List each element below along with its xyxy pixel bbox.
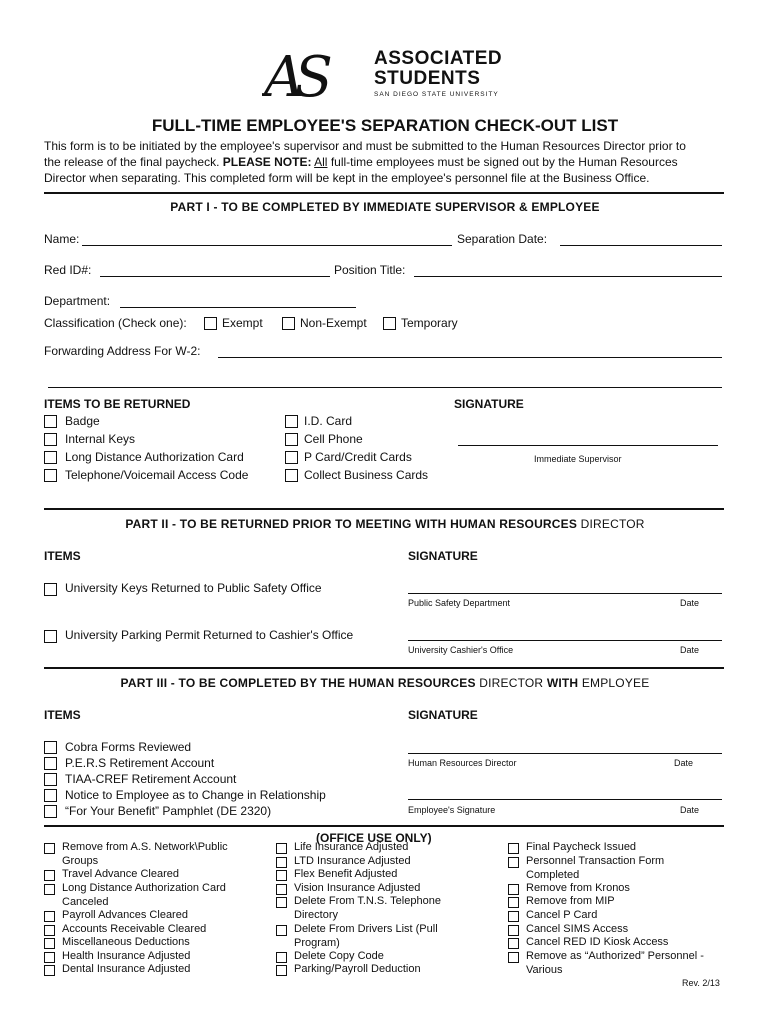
part2-heading	[0, 517, 770, 531]
office-item	[62, 868, 179, 882]
temporary-checkbox[interactable]	[383, 317, 396, 330]
office-item-text: Vision Insurance Adjusted	[294, 882, 421, 894]
separation-date-label: Separation Date:	[457, 232, 548, 246]
office-item-text: Flex Benefit Adjusted	[294, 868, 398, 880]
items-to-be-returned-heading: ITEMS TO BE RETURNED	[44, 397, 191, 411]
business-cards-label: Collect Business Cards	[304, 468, 429, 482]
office-item	[526, 936, 668, 950]
office-item	[62, 963, 190, 977]
hr-director-signature-line[interactable]	[408, 753, 722, 754]
part1-heading: PART I - TO BE COMPLETED BY IMMEDIATE SUPERVISOR & EMPLOYEE	[170, 200, 600, 214]
office-item	[62, 950, 190, 964]
id-card-label: I.D. Card	[304, 414, 353, 428]
public-safety-caption: Public Safety Department	[408, 598, 511, 608]
office-item	[294, 895, 441, 922]
office-item	[526, 950, 704, 977]
part2-heading-bold: PART II - TO BE RETURNED PRIOR TO MEETING WITH HUMAN RESOURCES	[125, 517, 578, 531]
office-item	[294, 855, 411, 869]
department-field[interactable]	[120, 307, 356, 308]
office-item	[526, 841, 636, 855]
notice-label: Notice to Employee as to Change in Relationship	[65, 788, 326, 802]
part3-heading	[0, 676, 770, 690]
voicemail-code-label: Telephone/Voicemail Access Code	[65, 468, 249, 482]
office-checkbox[interactable]	[44, 938, 55, 949]
office-item-text: Remove from MIP	[526, 895, 615, 907]
internal-keys-label: Internal Keys	[65, 432, 136, 446]
forwarding-address-field[interactable]	[218, 357, 722, 358]
exempt-label: Exempt	[222, 316, 263, 330]
office-item-text: Cancel P Card	[526, 909, 598, 921]
office-checkbox[interactable]	[276, 925, 287, 936]
non-exempt-checkbox[interactable]	[282, 317, 295, 330]
divider	[44, 508, 724, 510]
org-name-line2: STUDENTS	[374, 68, 481, 89]
as-logo-mark	[262, 44, 372, 106]
office-item-text: LTD Insurance Adjusted	[294, 855, 411, 867]
office-item-cont: Directory	[294, 908, 339, 921]
office-item	[526, 923, 628, 937]
office-item-text: Final Paycheck Issued	[526, 841, 637, 853]
office-checkbox[interactable]	[44, 870, 55, 881]
office-checkbox[interactable]	[276, 897, 287, 908]
office-item	[526, 882, 630, 896]
office-item-cont: Completed	[526, 868, 580, 881]
pers-checkbox[interactable]	[44, 757, 57, 770]
tiaa-cref-checkbox[interactable]	[44, 773, 57, 786]
office-item-text: Parking/Payroll Deduction	[294, 963, 421, 975]
intro-text	[44, 138, 734, 186]
voicemail-code-checkbox[interactable]	[44, 469, 57, 482]
office-item	[294, 963, 421, 977]
office-checkbox[interactable]	[44, 843, 55, 854]
intro-line-1: This form is to be initiated by the employee's supervisor and must be submitted to the Human Resources Director prior to	[44, 139, 686, 153]
classification-label: Classification (Check one):	[44, 316, 187, 330]
position-title-field[interactable]	[414, 276, 722, 277]
part3-heading-mid: DIRECTOR	[475, 676, 547, 690]
employee-signature-line[interactable]	[408, 799, 722, 800]
tiaa-cref-label: TIAA-CREF Retirement Account	[65, 772, 237, 786]
parking-permit-label: University Parking Permit Returned to Cashier's Office	[65, 628, 354, 642]
cashier-signature-line[interactable]	[408, 640, 722, 641]
office-item-cont: Various	[526, 963, 563, 976]
part3-signature-heading: SIGNATURE	[408, 708, 478, 722]
office-checkbox[interactable]	[276, 965, 287, 976]
cell-phone-checkbox[interactable]	[285, 433, 298, 446]
office-item-text: Miscellaneous Deductions	[62, 936, 190, 948]
cell-phone-label: Cell Phone	[304, 432, 363, 446]
office-item	[526, 909, 597, 923]
revision-label: Rev. 2/13	[682, 978, 720, 988]
long-distance-card-checkbox[interactable]	[44, 451, 57, 464]
part2-signature-heading: SIGNATURE	[408, 549, 478, 563]
office-item-text: Delete From Drivers List (Pull	[294, 923, 438, 935]
office-checkbox[interactable]	[44, 884, 55, 895]
name-label: Name:	[44, 232, 80, 246]
office-item-cont: Program)	[294, 936, 340, 949]
office-checkbox[interactable]	[508, 952, 519, 963]
date-label: Date	[680, 805, 700, 815]
badge-label: Badge	[65, 414, 100, 428]
temporary-label: Temporary	[401, 316, 458, 330]
office-item	[62, 841, 228, 868]
redid-label: Red ID#:	[44, 263, 92, 277]
divider	[44, 667, 724, 669]
office-item	[294, 868, 397, 882]
office-item-text: Cancel RED ID Kiosk Access	[526, 936, 669, 948]
office-item-text: Accounts Receivable Cleared	[62, 923, 207, 935]
office-checkbox[interactable]	[508, 884, 519, 895]
business-cards-checkbox[interactable]	[285, 469, 298, 482]
date-label: Date	[680, 598, 700, 608]
intro-line-2	[44, 154, 734, 170]
org-name-line3: SAN DIEGO STATE UNIVERSITY	[374, 91, 499, 98]
office-item-cont: Groups	[62, 854, 99, 867]
org-name-line1: ASSOCIATED	[374, 48, 503, 69]
university-keys-label: University Keys Returned to Public Safety Office	[65, 581, 322, 595]
employee-signature-caption: Employee's Signature	[408, 805, 496, 815]
svg-text:AS: AS	[264, 45, 323, 106]
office-item	[526, 895, 615, 909]
office-item-text: Long Distance Authorization Card	[62, 882, 226, 894]
intro-line-3: Director when separating. This completed form will be kept in the employee's personnel file at the Business Office.	[44, 171, 650, 185]
office-item-text: Remove from Kronos	[526, 882, 630, 894]
pamphlet-label: “For Your Benefit” Pamphlet (DE 2320)	[65, 804, 272, 818]
please-note: PLEASE NOTE:	[222, 155, 312, 169]
office-item-text: Delete From T.N.S. Telephone	[294, 895, 441, 907]
badge-checkbox[interactable]	[44, 415, 57, 428]
cobra-checkbox[interactable]	[44, 741, 57, 754]
public-safety-signature-line[interactable]	[408, 593, 722, 594]
part3-heading-bold: PART III - TO BE COMPLETED BY THE HUMAN RESOURCES	[120, 676, 476, 690]
office-item	[294, 841, 408, 855]
office-checkbox[interactable]	[276, 870, 287, 881]
office-item-text: Dental Insurance Adjusted	[62, 963, 191, 975]
logo	[262, 44, 502, 106]
office-checkbox[interactable]	[508, 925, 519, 936]
office-item-text: Personnel Transaction Form	[526, 855, 665, 867]
date-label: Date	[680, 645, 700, 655]
office-item	[62, 936, 190, 950]
office-item-cont: Canceled	[62, 895, 109, 908]
name-field[interactable]	[82, 245, 452, 246]
office-item	[62, 882, 226, 909]
part1-signature-heading: SIGNATURE	[454, 397, 524, 411]
p-card-checkbox[interactable]	[285, 451, 298, 464]
part3-heading-with: WITH	[546, 676, 579, 690]
office-use-heading: (OFFICE USE ONLY)	[316, 831, 432, 845]
office-checkbox[interactable]	[508, 897, 519, 908]
supervisor-signature-caption: Immediate Supervisor	[534, 454, 622, 464]
notice-checkbox[interactable]	[44, 789, 57, 802]
non-exempt-label: Non-Exempt	[300, 316, 367, 330]
intro-line-2e: full-time employees must be signed out by the Human Resources	[327, 155, 678, 169]
office-item	[294, 923, 438, 950]
date-label: Date	[674, 758, 694, 768]
office-item-text: Travel Advance Cleared	[62, 868, 179, 880]
office-item	[294, 882, 420, 896]
long-distance-card-label: Long Distance Authorization Card	[65, 450, 244, 464]
divider	[44, 192, 724, 194]
part2-items-heading: ITEMS	[44, 549, 81, 563]
cobra-label: Cobra Forms Reviewed	[65, 740, 192, 754]
university-keys-checkbox[interactable]	[44, 583, 57, 596]
page-title: FULL-TIME EMPLOYEE'S SEPARATION CHECK-OUT LIST	[151, 116, 619, 135]
office-checkbox[interactable]	[508, 938, 519, 949]
office-checkbox[interactable]	[44, 952, 55, 963]
position-title-label: Position Title:	[334, 263, 406, 277]
hr-director-caption: Human Resources Director	[408, 758, 517, 768]
office-item-text: Payroll Advances Cleared	[62, 909, 188, 921]
pamphlet-checkbox[interactable]	[44, 805, 57, 818]
exempt-checkbox[interactable]	[204, 317, 217, 330]
part3-heading-tail: EMPLOYEE	[578, 676, 650, 690]
office-item	[62, 909, 188, 923]
office-checkbox[interactable]	[276, 884, 287, 895]
office-item-text: Health Insurance Adjusted	[62, 950, 191, 962]
intro-all: All	[314, 155, 328, 169]
p-card-label: P Card/Credit Cards	[304, 450, 412, 464]
forwarding-address-label: Forwarding Address For W-2:	[44, 344, 201, 358]
office-checkbox[interactable]	[508, 911, 519, 922]
office-item	[526, 855, 664, 882]
office-item-text: Cancel SIMS Access	[526, 923, 629, 935]
office-checkbox[interactable]	[276, 857, 287, 868]
intro-line-2a: the release of the final paycheck.	[44, 155, 223, 169]
id-card-checkbox[interactable]	[285, 415, 298, 428]
office-item	[62, 923, 206, 937]
part2-heading-tail: DIRECTOR	[577, 517, 645, 531]
office-checkbox[interactable]	[44, 925, 55, 936]
cashier-caption: University Cashier's Office	[408, 645, 514, 655]
pers-label: P.E.R.S Retirement Account	[65, 756, 215, 770]
internal-keys-checkbox[interactable]	[44, 433, 57, 446]
office-checkbox[interactable]	[44, 911, 55, 922]
office-checkbox[interactable]	[44, 965, 55, 976]
department-label: Department:	[44, 294, 111, 308]
office-checkbox[interactable]	[276, 843, 287, 854]
office-checkbox[interactable]	[508, 857, 519, 868]
office-item-text: Remove from A.S. Network\Public	[62, 841, 228, 853]
redid-field[interactable]	[100, 276, 330, 277]
office-item-text: Remove as “Authorized” Personnel -	[526, 950, 704, 962]
office-checkbox[interactable]	[276, 952, 287, 963]
office-item-text: Life Insurance Adjusted	[294, 841, 409, 853]
office-item-text: Delete Copy Code	[294, 950, 384, 962]
divider	[44, 825, 724, 827]
part3-items-heading: ITEMS	[44, 708, 81, 722]
parking-permit-checkbox[interactable]	[44, 630, 57, 643]
separation-date-field[interactable]	[560, 245, 722, 246]
office-checkbox[interactable]	[508, 843, 519, 854]
office-item	[294, 950, 384, 964]
forwarding-address-field-2[interactable]	[48, 387, 722, 388]
supervisor-signature-line[interactable]	[458, 445, 718, 446]
